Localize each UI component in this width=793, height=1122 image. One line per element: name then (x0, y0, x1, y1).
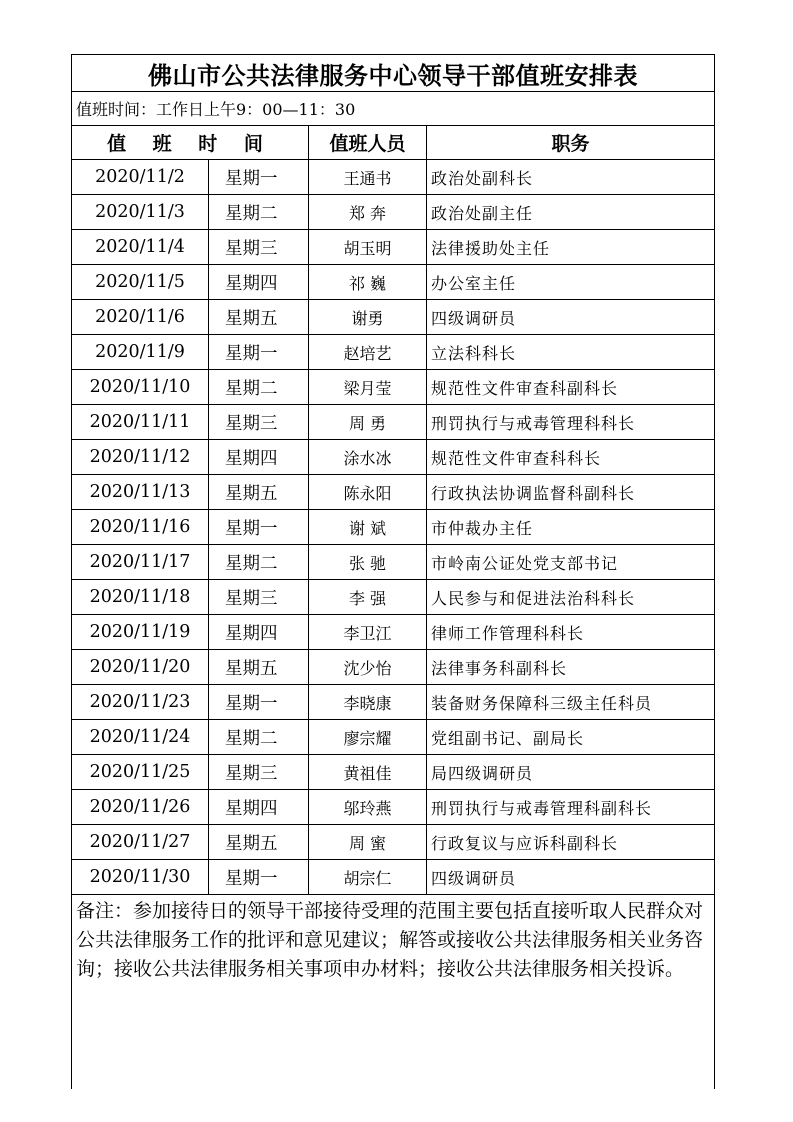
cell-position: 规范性文件审查科副科长 (427, 370, 715, 405)
cell-date: 2020/11/20 (72, 650, 209, 685)
table-row (72, 475, 715, 510)
note-row (72, 895, 715, 1090)
cell-date: 2020/11/30 (72, 860, 209, 895)
cell-name: 邬玲燕 (309, 790, 427, 825)
cell-weekday: 星期二 (209, 195, 309, 230)
cell-position: 法律援助处主任 (427, 230, 715, 265)
cell-weekday: 星期一 (209, 685, 309, 720)
cell-position: 市岭南公证处党支部书记 (427, 545, 715, 580)
table-row (72, 615, 715, 650)
cell-name: 谢勇 (309, 300, 427, 335)
table-row (72, 230, 715, 265)
cell-name: 黄祖佳 (309, 755, 427, 790)
cell-date: 2020/11/3 (72, 195, 209, 230)
table-row (72, 790, 715, 825)
cell-name: 张 驰 (309, 545, 427, 580)
cell-name: 廖宗耀 (309, 720, 427, 755)
duty-schedule-table (71, 54, 715, 1089)
table-row (72, 440, 715, 475)
cell-position: 政治处副主任 (427, 195, 715, 230)
cell-weekday: 星期二 (209, 720, 309, 755)
cell-date: 2020/11/16 (72, 510, 209, 545)
cell-date: 2020/11/19 (72, 615, 209, 650)
cell-date: 2020/11/27 (72, 825, 209, 860)
cell-weekday: 星期三 (209, 230, 309, 265)
cell-name: 涂水冰 (309, 440, 427, 475)
duty-schedule-sheet (71, 54, 714, 1089)
cell-weekday: 星期二 (209, 545, 309, 580)
table-row (72, 825, 715, 860)
cell-position: 办公室主任 (427, 265, 715, 300)
table-row (72, 650, 715, 685)
cell-name: 祁 巍 (309, 265, 427, 300)
table-row (72, 720, 715, 755)
cell-name: 胡玉明 (309, 230, 427, 265)
cell-position: 刑罚执行与戒毒管理科副科长 (427, 790, 715, 825)
table-row (72, 265, 715, 300)
header-position: 职务 (427, 126, 715, 160)
table-row (72, 685, 715, 720)
cell-date: 2020/11/26 (72, 790, 209, 825)
cell-date: 2020/11/13 (72, 475, 209, 510)
duty-time-row (72, 92, 715, 126)
cell-position: 局四级调研员 (427, 755, 715, 790)
cell-weekday: 星期三 (209, 755, 309, 790)
cell-name: 周 蜜 (309, 825, 427, 860)
cell-date: 2020/11/23 (72, 685, 209, 720)
table-row (72, 300, 715, 335)
table-row (72, 580, 715, 615)
cell-date: 2020/11/25 (72, 755, 209, 790)
cell-weekday: 星期五 (209, 650, 309, 685)
cell-name: 李卫江 (309, 615, 427, 650)
cell-weekday: 星期一 (209, 860, 309, 895)
cell-name: 郑 奔 (309, 195, 427, 230)
cell-weekday: 星期二 (209, 370, 309, 405)
cell-weekday: 星期四 (209, 790, 309, 825)
cell-position: 人民参与和促进法治科科长 (427, 580, 715, 615)
header-row (72, 126, 715, 160)
cell-position: 立法科科长 (427, 335, 715, 370)
table-row (72, 545, 715, 580)
cell-weekday: 星期五 (209, 825, 309, 860)
cell-position: 行政执法协调监督科副科长 (427, 475, 715, 510)
cell-date: 2020/11/2 (72, 160, 209, 195)
header-duty-time: 值 班 时 间 (72, 126, 309, 160)
cell-weekday: 星期三 (209, 405, 309, 440)
table-row (72, 195, 715, 230)
cell-date: 2020/11/18 (72, 580, 209, 615)
cell-position: 刑罚执行与戒毒管理科科长 (427, 405, 715, 440)
cell-weekday: 星期四 (209, 440, 309, 475)
cell-date: 2020/11/10 (72, 370, 209, 405)
cell-position: 四级调研员 (427, 300, 715, 335)
cell-date: 2020/11/12 (72, 440, 209, 475)
cell-name: 梁月莹 (309, 370, 427, 405)
cell-weekday: 星期五 (209, 300, 309, 335)
cell-date: 2020/11/17 (72, 545, 209, 580)
table-row (72, 160, 715, 195)
cell-name: 胡宗仁 (309, 860, 427, 895)
cell-position: 行政复议与应诉科副科长 (427, 825, 715, 860)
table-row (72, 405, 715, 440)
cell-date: 2020/11/24 (72, 720, 209, 755)
duty-time-text: 值班时间：工作日上午9：00—11：30 (72, 92, 715, 126)
cell-name: 周 勇 (309, 405, 427, 440)
cell-weekday: 星期一 (209, 160, 309, 195)
cell-name: 赵培艺 (309, 335, 427, 370)
cell-position: 规范性文件审查科科长 (427, 440, 715, 475)
cell-position: 党组副书记、副局长 (427, 720, 715, 755)
title-row (72, 55, 715, 92)
cell-weekday: 星期四 (209, 265, 309, 300)
cell-name: 王通书 (309, 160, 427, 195)
header-duty-person: 值班人员 (309, 126, 427, 160)
cell-name: 李晓康 (309, 685, 427, 720)
cell-position: 四级调研员 (427, 860, 715, 895)
table-row (72, 335, 715, 370)
cell-date: 2020/11/5 (72, 265, 209, 300)
page-title: 佛山市公共法律服务中心领导干部值班安排表 (72, 55, 715, 92)
cell-date: 2020/11/9 (72, 335, 209, 370)
cell-position: 律师工作管理科科长 (427, 615, 715, 650)
table-row (72, 370, 715, 405)
cell-weekday: 星期四 (209, 615, 309, 650)
table-row (72, 755, 715, 790)
cell-name: 沈少怡 (309, 650, 427, 685)
cell-position: 市仲裁办主任 (427, 510, 715, 545)
table-row (72, 860, 715, 895)
cell-weekday: 星期一 (209, 335, 309, 370)
cell-weekday: 星期一 (209, 510, 309, 545)
cell-name: 陈永阳 (309, 475, 427, 510)
cell-name: 李 强 (309, 580, 427, 615)
note-text: 备注：参加接待日的领导干部接待受理的范围主要包括直接听取人民群众对公共法律服务工作的批评和意见建议；解答或接收公共法律服务相关业务咨询；接收公共法律服务相关事项申办材料；接收公共法律服务相关投诉。 (72, 895, 715, 1090)
cell-position: 装备财务保障科三级主任科员 (427, 685, 715, 720)
cell-date: 2020/11/4 (72, 230, 209, 265)
table-row (72, 510, 715, 545)
cell-weekday: 星期三 (209, 580, 309, 615)
cell-position: 政治处副科长 (427, 160, 715, 195)
cell-position: 法律事务科副科长 (427, 650, 715, 685)
cell-weekday: 星期五 (209, 475, 309, 510)
cell-date: 2020/11/11 (72, 405, 209, 440)
cell-date: 2020/11/6 (72, 300, 209, 335)
cell-name: 谢 斌 (309, 510, 427, 545)
